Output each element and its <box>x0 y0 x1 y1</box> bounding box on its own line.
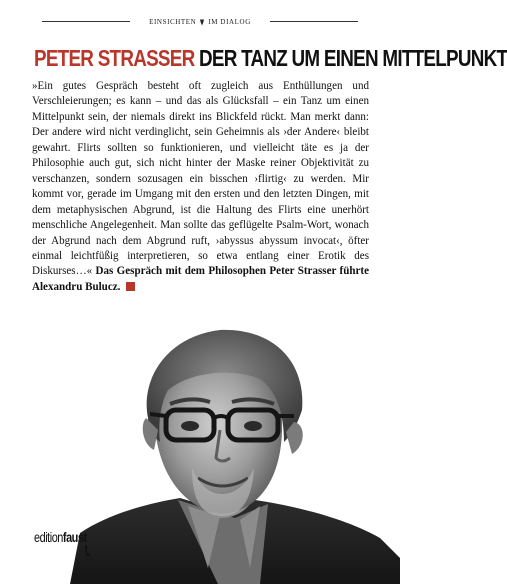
blurb-quote: »Ein gutes Gespräch besteht oft zugleich aus Enthüllungen und Verschleierungen; es kann – und das als Glücksfall – ein Tanz um einen Mittelpunkt sein, der niemals direkt ins Blickfeld rückt. Man merkt dann: Der andere wird nicht verdinglicht, sein Geheimnis als ›der Andere‹ bleibt gewahrt. Flirts sollten so funktionieren, und vielleicht täte es ja der Philosophie auch gut, sich nicht hinter der Maske reiner Objektivität zu verschanzen, sondern sozusagen ein bisschen ›flirtig‹ zu werden. Mir kommt vor, gerade im Umgang mit den ersten und den letzten Dingen, mit dem metaphysischen Abgrund, ist die Haltung des Flirts eine unerhört menschliche Angelegenheit. Man sollte das geflügelte Psalm-Wort, wonach der Abgrund nach dem Abgrund ruft, ›abyssus abyssum invocat‹, öfter einmal leichtfüßig interpretieren, so etwa entlang einer Erotik des Diskurses…« <box>32 80 369 278</box>
author-name: PETER STRASSER <box>34 45 195 71</box>
publisher-logo <box>34 529 87 545</box>
end-square-mark <box>126 282 135 291</box>
book-title: DER TANZ UM EINEN MITTELPUNKT <box>198 45 507 71</box>
blurb-text <box>32 79 369 295</box>
publisher-hook-icon <box>85 545 90 556</box>
interview-credit: Das Gespräch mit dem Philosophen Peter Strasser führte Alexandru Bulucz. <box>32 265 369 293</box>
book-headline <box>34 44 507 72</box>
series-label <box>149 18 251 26</box>
publisher-name-part1: edition <box>34 529 63 545</box>
series-header <box>42 14 358 30</box>
seal-emblem-icon <box>199 19 205 26</box>
author-portrait <box>70 318 400 584</box>
series-rule-right <box>270 21 358 22</box>
series-rule-left <box>42 21 130 22</box>
series-name-right: IM DIALOG <box>208 18 251 26</box>
publisher-name-part2: faust <box>62 529 87 545</box>
series-name-left: EINSICHTEN <box>149 18 197 26</box>
